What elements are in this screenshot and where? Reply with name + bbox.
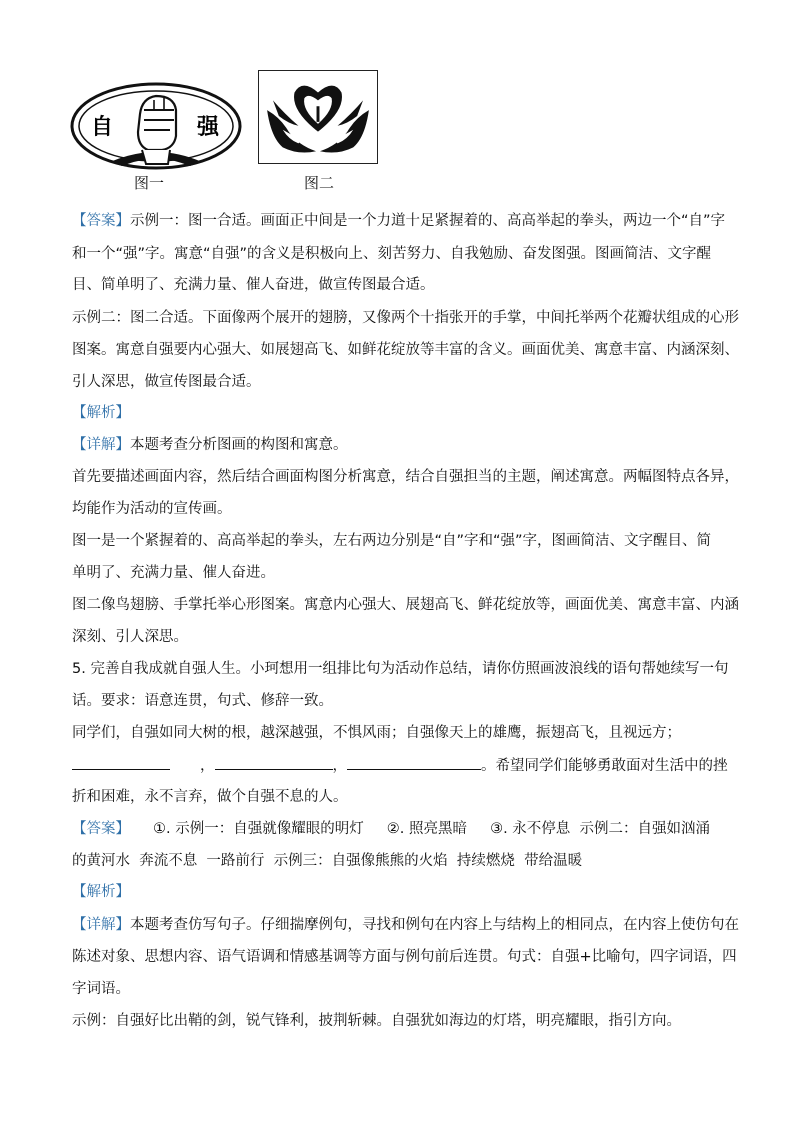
figures [70, 70, 390, 200]
text-line: 示例二：图二合适。下面像两个展开的翅膀，又像两个十指张开的手掌，中间托举两个花瓣状组成的心形 [72, 310, 739, 326]
answer-blank-3[interactable] [347, 755, 481, 770]
analysis-tag: 【解析】 [72, 884, 130, 900]
text-line: 首先要描述画面内容，然后结合画面构图分析寓意，结合自强担当的主题，阐述寓意。两幅图特点各异， [72, 469, 739, 485]
text-line: 同学们，自强如同大树的根，越深越强，不惧风雨；自强像天上的雄鹰，振翅高飞，且视远方； [72, 725, 681, 741]
text-line: 单明了、充满力量、催人奋进。 [72, 565, 275, 581]
fist-emblem-char-left: 自 [90, 115, 114, 140]
text-line: 折和困难，永不言弃，做个自强不息的人。 [72, 789, 348, 805]
text-line [72, 403, 130, 423]
text-line: 陈述对象、思想内容、语气语调和情感基调等方面与例句前后连贯。句式：自强+比喻句，四字词语，四 [72, 949, 737, 965]
answer-blank-1[interactable] [72, 755, 170, 770]
figure-1-caption: 图一 [134, 174, 165, 192]
fist-emblem-char-right: 强 [196, 115, 220, 140]
text-line: 和一个“强”字。寓意“自强”的含义是积极向上、刻苦努力、自我勉励、奋发图强。图画简洁、文字醒 [72, 246, 712, 262]
text-line: 的黄河水 奔流不息 一路前行 示例三：自强像熊熊的火焰 持续燃烧 带给温暖 [72, 853, 583, 869]
wings-heart-icon [267, 86, 369, 153]
text-line: 示例：自强好比出鞘的剑，锐气锋利，披荆斩棘。自强犹如海边的灯塔，明亮耀眼，指引方向。 [72, 1013, 681, 1029]
text-line: 【答案】 ①. 示例一：自强就像耀眼的明灯 ②. 照亮黑暗 ③. 永不停息 示例二：自强如汹涌 [72, 821, 711, 837]
text-line: ， ， 。希望同学们能够勇敢面对生活中的挫 [72, 755, 728, 776]
text-line: 引人深思，做宣传图最合适。 [72, 374, 261, 390]
fist-emblem-figure [70, 82, 242, 170]
fist-icon [138, 96, 176, 164]
answer-tag: 【答案】 [72, 213, 130, 229]
text-line: 图一是一个紧握着的、高高举起的拳头，左右两边分别是“自”字和“强”字，图画简洁、文字醒目、简 [72, 533, 712, 549]
detail-tag: 【详解】 [72, 917, 130, 933]
text-line: 【详解】本题考查仿写句子。仔细揣摩例句，寻找和例句在内容上与结构上的相同点，在内容上使仿句在 [72, 917, 739, 933]
text-line [72, 882, 130, 902]
text-line: 图二像鸟翅膀、手掌托举心形图案。寓意内心强大、展翅高飞、鲜花绽放等，画面优美、寓意丰富、内涵 [72, 597, 739, 613]
wings-heart-figure [258, 70, 378, 164]
question-5-line: 5. 完善自我成就自强人生。小珂想用一组排比句为活动作总结，请你仿照画波浪线的语句帮她续写一句 [72, 661, 729, 677]
text-line: 话。要求：语意连贯，句式、修辞一致。 [72, 693, 333, 709]
text-line: 目、简单明了、充满力量、催人奋进，做宣传图最合适。 [72, 277, 435, 293]
text-line: 图案。寓意自强要内心强大、如展翅高飞、如鲜花绽放等丰富的含义。画面优美、寓意丰富、内涵深刻、 [72, 342, 739, 358]
analysis-tag: 【解析】 [72, 405, 130, 421]
answer-tag: 【答案】 [72, 821, 130, 837]
text-line: 字词语。 [72, 981, 130, 997]
figure-2-caption: 图二 [304, 174, 335, 192]
answer-blank-2[interactable] [215, 755, 333, 770]
detail-tag: 【详解】 [72, 437, 130, 453]
text-line: 深刻、引人深思。 [72, 629, 188, 645]
text-line: 【答案】示例一：图一合适。画面正中间是一个力道十足紧握着的、高高举起的拳头，两边一个“自”字 [72, 213, 726, 229]
text-line: 【详解】本题考查分析图画的构图和寓意。 [72, 437, 348, 453]
text-line: 均能作为活动的宣传画。 [72, 501, 232, 517]
